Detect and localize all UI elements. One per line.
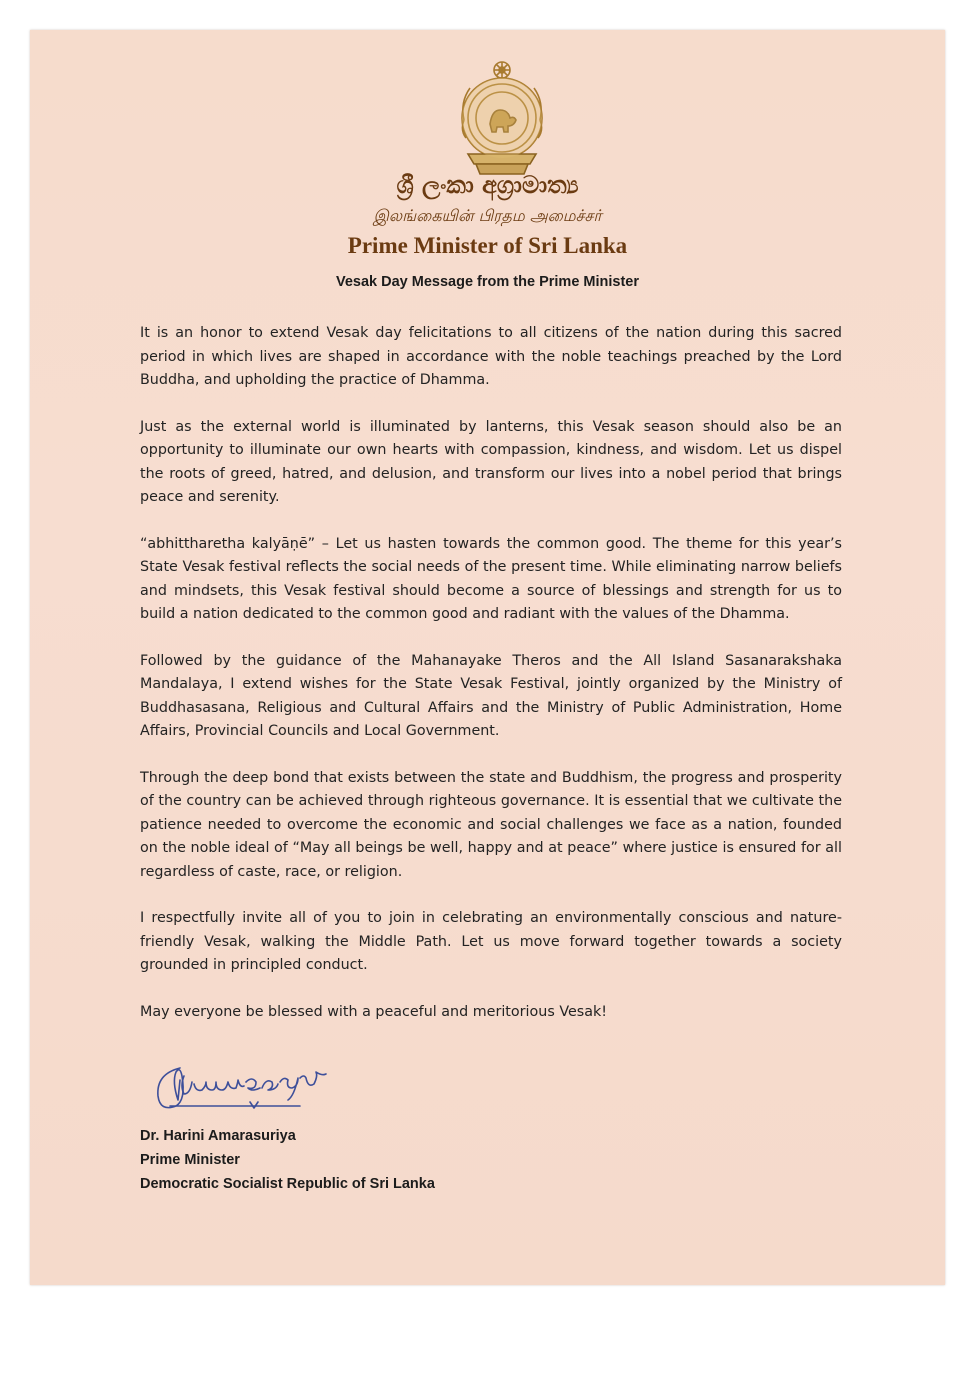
- signatory-position: Prime Minister: [140, 1152, 240, 1168]
- paragraph-3: “abhittharetha kalyāṇē” – Let us hasten towards the common good. The theme for this year’s State Vesak festival reflects the social needs of the present time. While eliminating narrow beliefs and mindsets, this Vesak festival should become a source of blessings and strength for us to build a nation dedicated to the common good and radiant with the values of the Dhamma.: [140, 535, 842, 622]
- letterhead-english-title: Prime Minister of Sri Lanka: [347, 233, 628, 258]
- paragraph-5: Through the deep bond that exists between the state and Buddhism, the progress and prosperity of the country can be achieved through righteous governance. It is essential that we cultivate the patience needed to overcome the economic and social challenges we face as a nation, founded on the noble ideal of “May all beings be well, happy and at peace” where justice is ensured for all regardless of caste, race, or religion.: [140, 769, 842, 880]
- signatory-country: Democratic Socialist Republic of Sri Lanka: [140, 1176, 435, 1192]
- signatory-name: Dr. Harini Amarasuriya: [140, 1128, 296, 1144]
- paragraph-6: I respectfully invite all of you to join in celebrating an environmentally conscious and nature-friendly Vesak, walking the Middle Path. Let us move forward together towards a society grounded in principled conduct.: [140, 910, 842, 973]
- letter-page: [30, 30, 945, 1285]
- message-title: Vesak Day Message from the Prime Minister: [335, 274, 640, 290]
- message-body: [140, 322, 842, 1047]
- letterhead-sinhala-title: ශ්‍රී ලංකා අග්‍රාමාත්‍ය: [396, 170, 579, 199]
- paragraph-1: It is an honor to extend Vesak day felicitations to all citizens of the nation during this sacred period in which lives are shaped in accordance with the noble teachings preached by the Lord Buddha, and upholding the practice of Dhamma.: [140, 325, 842, 388]
- sri-lanka-emblem-icon: [454, 58, 550, 180]
- paragraph-7: May everyone be blessed with a peaceful and meritorious Vesak!: [140, 1003, 608, 1020]
- signatory-block: [140, 1124, 435, 1196]
- paragraph-4: Followed by the guidance of the Mahanayake Theros and the All Island Sasanarakshaka Mandalaya, I extend wishes for the State Vesak Festival, jointly organized by the Ministry of Buddhasasana, Religious and Cultural Affairs and the Ministry of Public Administration, Home Affairs, Provincial Councils and Local Government.: [140, 652, 842, 739]
- handwritten-signature: [150, 1058, 360, 1120]
- paragraph-2: Just as the external world is illuminated by lanterns, this Vesak season should also be an opportunity to illuminate our own hearts with compassion, kindness, and wisdom. Let us dispel the roots of greed, hatred, and delusion, and transform our lives into a nobel period that brings peace and serenity.: [140, 418, 842, 505]
- letterhead-tamil-title: இலங்கையின் பிரதம அமைச்சர்: [373, 206, 602, 225]
